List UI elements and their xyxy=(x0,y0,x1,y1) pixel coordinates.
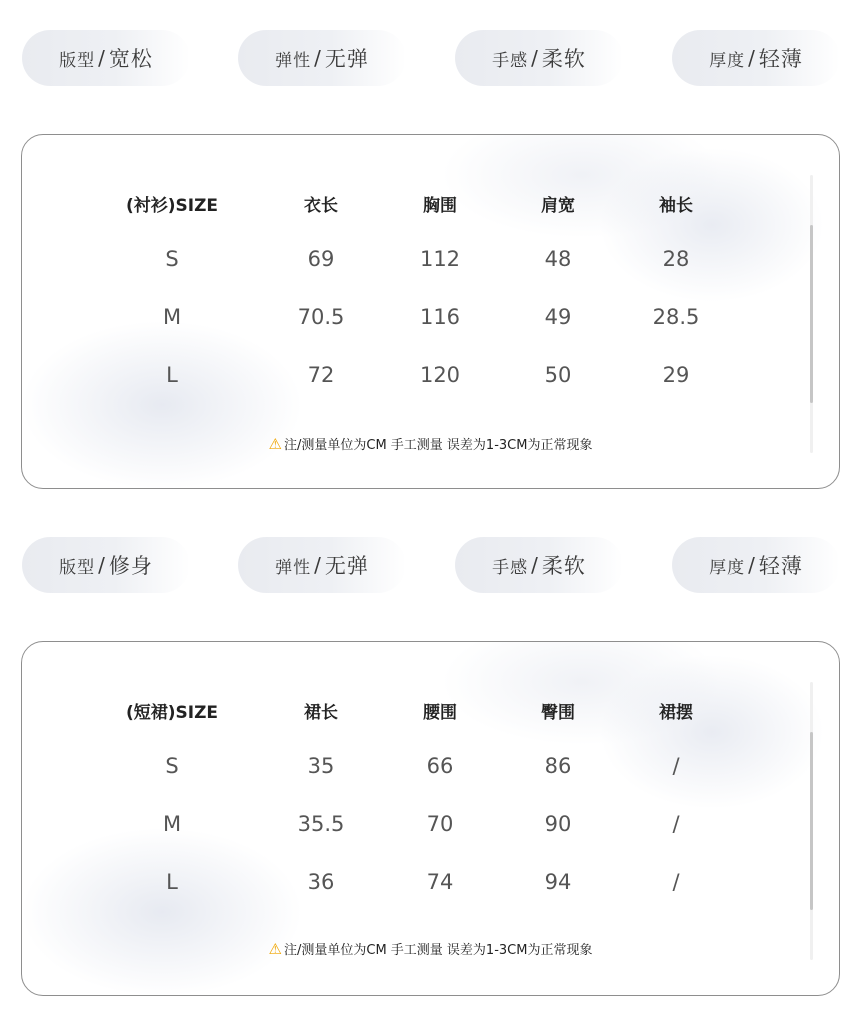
table-cell: 72 xyxy=(307,363,335,387)
table-header: (衬衫)SIZE xyxy=(125,196,219,216)
measurement-note xyxy=(22,939,839,958)
table-cell: 29 xyxy=(662,363,690,387)
tag-thickness xyxy=(672,537,840,593)
table-cell: 69 xyxy=(307,247,335,271)
table-cell: S xyxy=(165,754,179,778)
table-cell: 112 xyxy=(419,247,461,271)
table-cell: 90 xyxy=(544,812,572,836)
table-cell: 35.5 xyxy=(297,812,345,836)
table-cell: 28.5 xyxy=(652,305,700,329)
table-cell: L xyxy=(166,363,178,387)
tag-value: 无弹 xyxy=(324,47,369,71)
scrollbar-thumb[interactable] xyxy=(810,225,813,403)
table-cell: M xyxy=(162,305,182,329)
warning-triangle-icon: ⚠ xyxy=(268,435,282,453)
table-cell: 116 xyxy=(419,305,461,329)
tag-key: 版型 xyxy=(59,557,96,578)
tag-thickness xyxy=(672,30,840,86)
table-header: 袖长 xyxy=(659,196,693,216)
table-cell: / xyxy=(672,870,680,894)
table-header: (短裙)SIZE xyxy=(125,703,219,723)
tag-separator: / xyxy=(98,46,106,70)
size-table-card-skirt xyxy=(21,641,840,996)
table-header: 肩宽 xyxy=(541,196,575,216)
tag-separator: / xyxy=(531,46,539,70)
table-cell: 70.5 xyxy=(297,305,345,329)
tag-feel xyxy=(455,537,623,593)
table-header: 裙摆 xyxy=(659,703,693,723)
table-cell: 74 xyxy=(426,870,454,894)
table-cell: 35 xyxy=(307,754,335,778)
tag-key: 厚度 xyxy=(709,50,746,71)
table-cell: / xyxy=(672,812,680,836)
tag-separator: / xyxy=(314,553,322,577)
tag-value: 修身 xyxy=(108,554,153,578)
table-header: 衣长 xyxy=(304,196,338,216)
table-header: 腰围 xyxy=(423,703,457,723)
tag-separator: / xyxy=(748,46,756,70)
tag-separator: / xyxy=(98,553,106,577)
measurement-note xyxy=(22,434,839,453)
table-cell: 48 xyxy=(544,247,572,271)
tag-value: 轻薄 xyxy=(758,554,803,578)
tag-elasticity xyxy=(238,30,406,86)
table-cell: 120 xyxy=(419,363,461,387)
table-cell: 94 xyxy=(544,870,572,894)
tag-key: 手感 xyxy=(492,50,529,71)
tag-elasticity xyxy=(238,537,406,593)
scrollbar-thumb[interactable] xyxy=(810,732,813,910)
table-cell: 36 xyxy=(307,870,335,894)
table-cell: 49 xyxy=(544,305,572,329)
tag-value: 轻薄 xyxy=(758,47,803,71)
note-text: 注/测量单位为CM 手工测量 误差为1-3CM为正常现象 xyxy=(283,943,593,958)
tag-fit xyxy=(22,537,190,593)
table-cell: 66 xyxy=(426,754,454,778)
tag-separator: / xyxy=(531,553,539,577)
table-header: 臀围 xyxy=(541,703,575,723)
table-cell: 70 xyxy=(426,812,454,836)
tag-value: 柔软 xyxy=(541,554,586,578)
table-cell: 28 xyxy=(662,247,690,271)
tag-key: 弹性 xyxy=(275,50,312,71)
tag-key: 版型 xyxy=(59,50,96,71)
tag-separator: / xyxy=(748,553,756,577)
tag-value: 无弹 xyxy=(324,554,369,578)
table-cell: 50 xyxy=(544,363,572,387)
attribute-tags-1 xyxy=(0,30,862,90)
tag-key: 弹性 xyxy=(275,557,312,578)
table-header: 胸围 xyxy=(423,196,457,216)
table-cell: / xyxy=(672,754,680,778)
note-text: 注/测量单位为CM 手工测量 误差为1-3CM为正常现象 xyxy=(283,438,593,453)
warning-triangle-icon: ⚠ xyxy=(268,940,282,958)
tag-key: 手感 xyxy=(492,557,529,578)
tag-key: 厚度 xyxy=(709,557,746,578)
attribute-tags-2 xyxy=(0,537,862,597)
size-table-card-shirt xyxy=(21,134,840,489)
table-cell: L xyxy=(166,870,178,894)
table-cell: M xyxy=(162,812,182,836)
tag-feel xyxy=(455,30,623,86)
tag-value: 宽松 xyxy=(108,47,153,71)
tag-separator: / xyxy=(314,46,322,70)
tag-value: 柔软 xyxy=(541,47,586,71)
table-cell: 86 xyxy=(544,754,572,778)
tag-fit xyxy=(22,30,190,86)
table-header: 裙长 xyxy=(304,703,338,723)
table-cell: S xyxy=(165,247,179,271)
